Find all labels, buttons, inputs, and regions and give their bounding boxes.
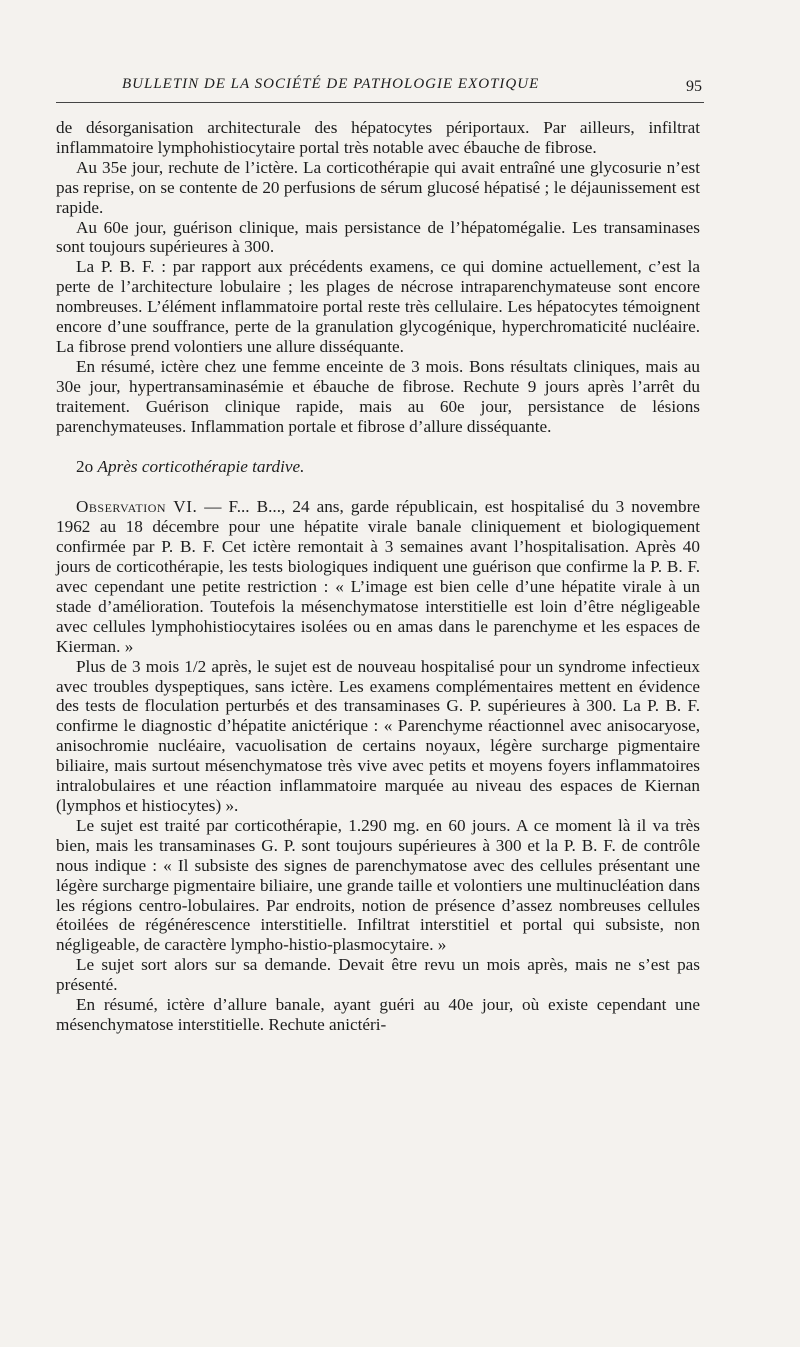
observation-paragraph [56, 497, 700, 656]
paragraph: Au 60e jour, guérison clinique, mais persistance de l’hépatomégalie. Les transaminases sont toujours supérieures à 300. [56, 217, 700, 257]
observation-text: — F... B..., 24 ans, garde républicain, est hospitalisé du 3 novembre 1962 au 18 décembre pour une hépatite virale banale cliniquement et biologiquement confirmée par P. B. F. Cet ictère remontait à 3 semaines avant l’hospitalisation. Après 40 jours de corticothérapie, les tests biologiques indiquent une guérison que confirme la P. B. F. avec cependant une petite restriction : « L’image est bien celle d’une hépatite virale à un stade d’amélioration. Toutefois la mésenchymatose interstitielle est loin d’être négligeable avec cellules lymphohistiocytaires isolées ou en amas dans le parenchyme et les espaces de Kierman. » [56, 497, 700, 656]
paragraph: Le sujet sort alors sur sa demande. Devait être revu un mois après, mais ne s’est pas présenté. [56, 955, 700, 995]
observation-label: Observation VI. [76, 497, 198, 517]
article-body [56, 118, 700, 1035]
paragraph: Plus de 3 mois 1/2 après, le sujet est de nouveau hospitalisé pour un syndrome infectieux avec troubles dyspeptiques, sans ictère. Les examens complémentaires mettent en évidence des tests de floculation perturbés et des transaminases G. P. supérieures à 300. La P. B. F. confirme le diagnostic d’hépatite anictérique : « Parenchyme réactionnel avec anisocaryose, anisochromie nucléaire, vacuolisation de certains noyaux, légère surcharge pigmentaire biliaire, mais surtout mésenchymatose très vive avec petits et moyens foyers inflammatoires intralobulaires et une réaction inflammatoire marquée au niveau des espaces de Kiernan (lymphos et histiocytes) ». [56, 656, 700, 815]
page-number: 95 [686, 78, 702, 95]
page-header [56, 72, 704, 103]
paragraph: En résumé, ictère chez une femme enceinte de 3 mois. Bons résultats cliniques, mais au 30e jour, hypertransaminasémie et ébauche de fibrose. Rechute 9 jours après l’arrêt du traitement. Guérison clinique rapide, mais au 60e jour, persistance de lésions parenchymateuses. Inflammation portale et fibrose d’allure disséquante. [56, 356, 700, 436]
paragraph: Au 35e jour, rechute de l’ictère. La corticothérapie qui avait entraîné une glycosurie n’est pas reprise, on se contente de 20 perfusions de sérum glucosé hépatisé ; le déjaunissement est rapide. [56, 157, 700, 217]
paragraph: de désorganisation architecturale des hépatocytes périportaux. Par ailleurs, infiltrat inflammatoire lymphohistiocytaire portal très notable avec ébauche de fibrose. [56, 118, 700, 157]
section-heading [56, 457, 700, 477]
running-title: BULLETIN DE LA SOCIÉTÉ DE PATHOLOGIE EXOTIQUE [122, 76, 540, 92]
paragraph: La P. B. F. : par rapport aux précédents examens, ce qui domine actuellement, c’est la perte de l’architecture lobulaire ; les plages de nécrose intraparenchymateuse sont encore nombreuses. L’élément inflammatoire portal reste très cellulaire. Les hépatocytes témoignent encore d’une souffrance, perte de la granulation glycogénique, hyperchromaticité nucléaire. La fibrose prend volontiers une allure disséquante. [56, 257, 700, 356]
section-title: Après corticothérapie tardive. [97, 456, 305, 476]
paragraph: Le sujet est traité par corticothérapie, 1.290 mg. en 60 jours. A ce moment là il va très bien, mais les transaminases G. P. sont toujours supérieures à 300 et la P. B. F. de contrôle nous indique : « Il subsiste des signes de parenchymatose avec des cellules présentant une légère surcharge pigmentaire biliaire, une grande taille et volontiers une multinucléation dans les régions centro-lobulaires. Par endroits, notion de présence d’assez nombreuses cellules étoilées de régénérescence interstitielle. Infiltrat interstitiel et portal qui subsiste, non négligeable, de caractère lympho-histio-plasmocytaire. » [56, 815, 700, 955]
paragraph: En résumé, ictère d’allure banale, ayant guéri au 40e jour, où existe cependant une mésenchymatose interstitielle. Rechute anictéri- [56, 995, 700, 1034]
section-number: 2o [76, 456, 94, 476]
